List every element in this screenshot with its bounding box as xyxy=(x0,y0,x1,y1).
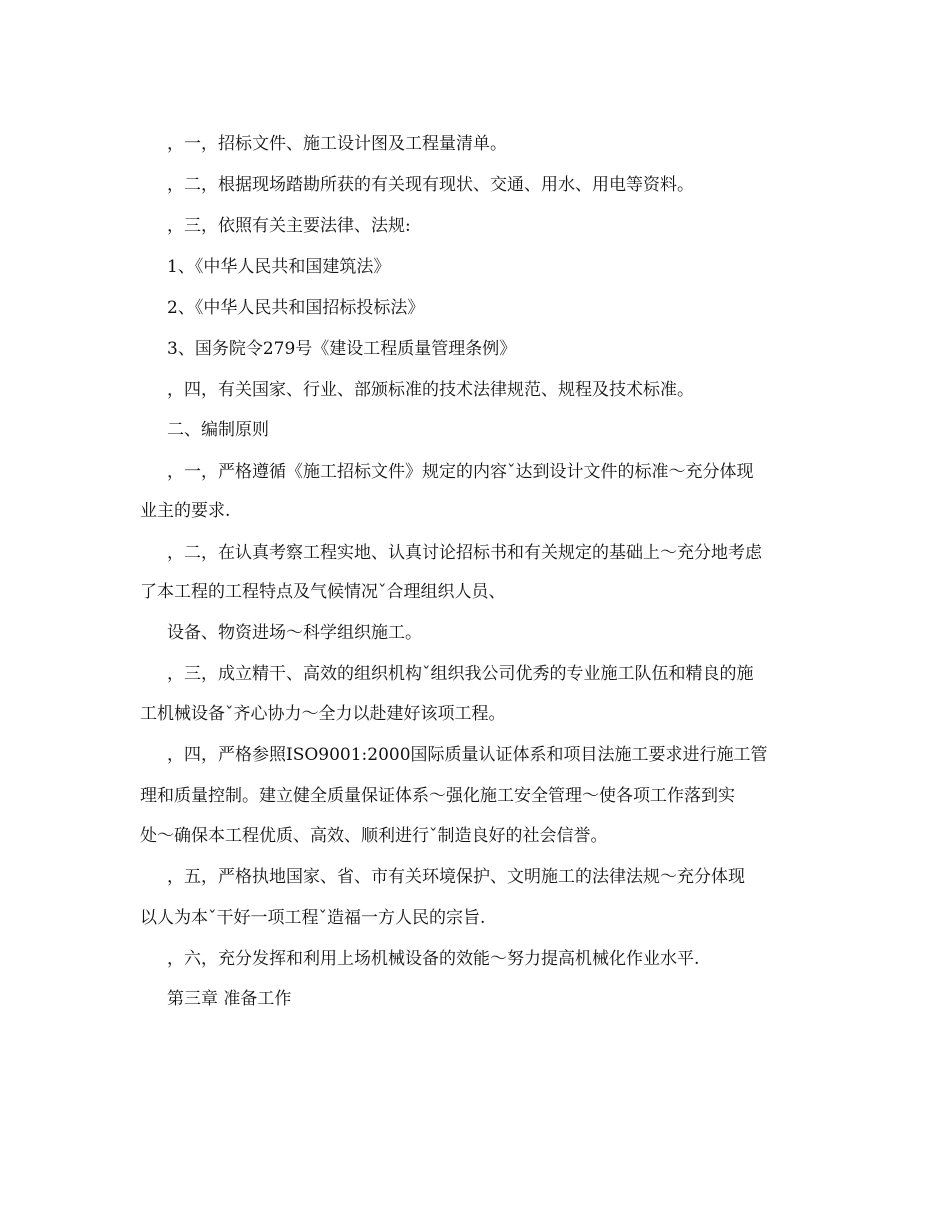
principle-1-line-2: 业主的要求. xyxy=(140,501,231,521)
basis-item-4: ，四，有关国家、行业、部颁标准的技术法律规范、规程及技术标准。 xyxy=(167,380,694,400)
principle-2-line-3: 设备、物资进场～科学组织施工。 xyxy=(167,623,422,643)
principle-3-line-1: ，三，成立精干、高效的组织机构ˇ组织我公司优秀的专业施工队伍和精良的施 xyxy=(167,664,754,684)
basis-item-1: ，一，招标文件、施工设计图及工程量清单。 xyxy=(167,134,507,154)
principle-5-line-2: 以人为本ˇ干好一项工程ˇ造福一方人民的宗旨. xyxy=(140,908,486,928)
principle-4-line-3: 处～确保本工程优质、高效、顺利进行ˇ制造良好的社会信誉。 xyxy=(140,826,608,846)
principle-4-line-2: 理和质量控制。建立健全质量保证体系～强化施工安全管理～使各项工作落到实 xyxy=(140,786,735,806)
principle-6: ，六，充分发挥和利用上场机械设备的效能～努力提高机械化作业水平. xyxy=(167,949,700,969)
law-item-2: 2、《中华人民共和国招标投标法》 xyxy=(167,298,425,318)
basis-item-2: ，二，根据现场踏勘所获的有关现有现状、交通、用水、用电等资料。 xyxy=(167,175,694,195)
principle-5-line-1: ，五，严格执地国家、省、市有关环境保护、文明施工的法律法规～充分体现 xyxy=(167,867,745,887)
principle-1-line-1: ，一，严格遵循《施工招标文件》规定的内容ˇ达到设计文件的标准～充分体现 xyxy=(167,462,754,482)
principle-4-line-1: ，四，严格参照ISO9001:2000国际质量认证体系和项目法施工要求进行施工管 xyxy=(167,745,768,765)
principle-3-line-2: 工机械设备ˇ齐心协力～全力以赴建好该项工程。 xyxy=(140,704,506,724)
principle-2-line-2: 了本工程的工程特点及气候情况ˇ合理组织人员、 xyxy=(140,582,506,602)
basis-item-3: ，三，依照有关主要法律、法规: xyxy=(167,216,411,236)
chapter-heading: 第三章 准备工作 xyxy=(167,989,292,1009)
section-heading-principles: 二、编制原则 xyxy=(167,420,269,440)
law-item-1: 1、《中华人民共和国建筑法》 xyxy=(167,257,391,277)
principle-2-line-1: ，二，在认真考察工程实地、认真讨论招标书和有关规定的基础上～充分地考虑 xyxy=(167,543,762,563)
law-item-3: 3、国务院令279号《建设工程质量管理条例》 xyxy=(167,339,517,359)
